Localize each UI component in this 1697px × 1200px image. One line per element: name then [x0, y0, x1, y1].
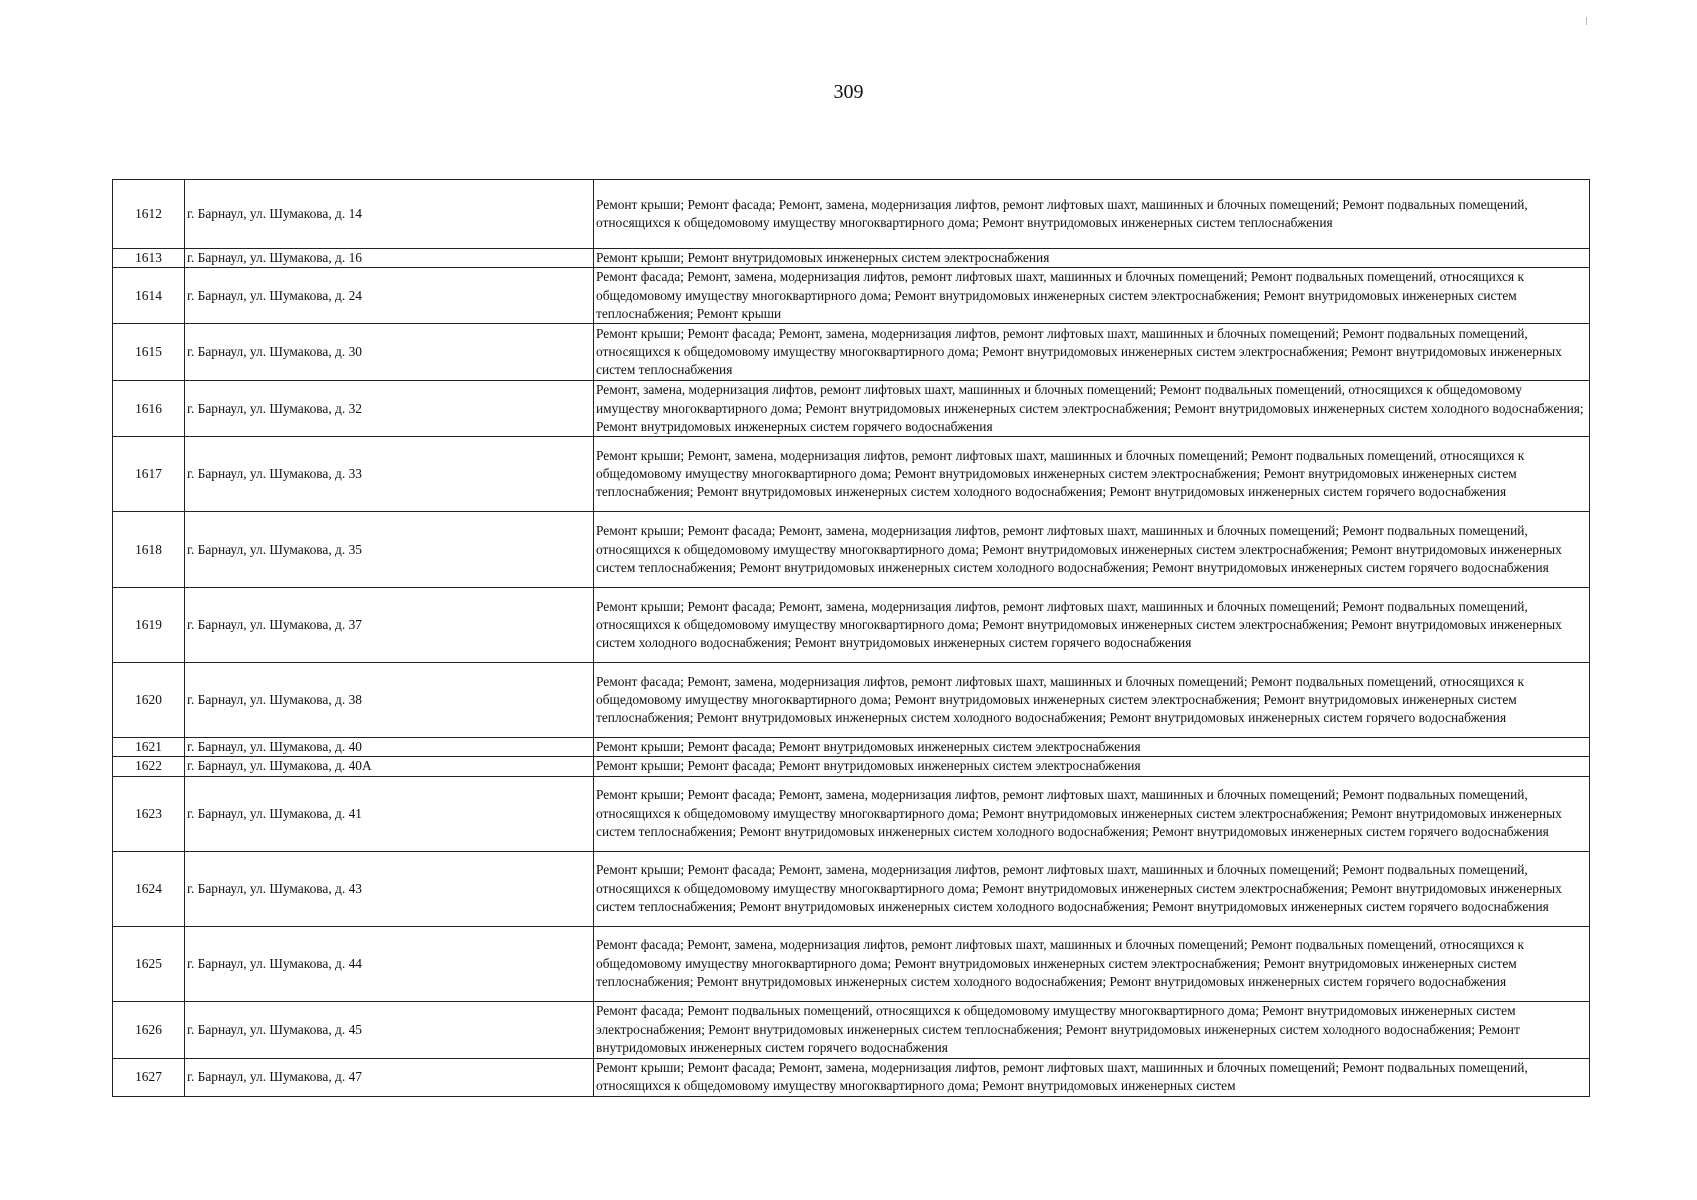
repair-table: [112, 179, 1590, 1097]
table-row: [113, 512, 1590, 588]
table-row: [113, 1058, 1590, 1096]
table-row: [113, 757, 1590, 776]
row-number: 1623: [113, 776, 185, 851]
row-address: г. Барнаул, ул. Шумакова, д. 43: [185, 851, 594, 926]
row-works: Ремонт фасада; Ремонт, замена, модернизация лифтов, ремонт лифтовых шахт, машинных и блочных помещений; Ремонт подвальных помещений, относящихся к общедомовому имуществу многоквартирного дома; Ремонт внутридомовых инженерных систем электроснабжения; Ремонт внутридомовых инженерных систем теплоснабжения; Ремонт крыши: [594, 268, 1590, 324]
repair-table-body: [113, 180, 1590, 1097]
row-address: г. Барнаул, ул. Шумакова, д. 45: [185, 1001, 594, 1058]
table-row: [113, 776, 1590, 851]
table-row: [113, 180, 1590, 249]
row-number: 1625: [113, 926, 185, 1001]
row-address: г. Барнаул, ул. Шумакова, д. 44: [185, 926, 594, 1001]
row-works: Ремонт крыши; Ремонт фасада; Ремонт, замена, модернизация лифтов, ремонт лифтовых шахт, машинных и блочных помещений; Ремонт подвальных помещений, относящихся к общедомовому имуществу многоквартирного дома; Ремонт внутридомовых инженерных систем теплоснабжения: [594, 180, 1590, 249]
row-address: г. Барнаул, ул. Шумакова, д. 37: [185, 588, 594, 663]
row-address: г. Барнаул, ул. Шумакова, д. 41: [185, 776, 594, 851]
row-number: 1618: [113, 512, 185, 588]
row-address: г. Барнаул, ул. Шумакова, д. 24: [185, 268, 594, 324]
table-row: [113, 437, 1590, 512]
table-row: [113, 268, 1590, 324]
row-number: 1621: [113, 738, 185, 757]
table-row: [113, 663, 1590, 738]
row-works: Ремонт крыши; Ремонт фасада; Ремонт, замена, модернизация лифтов, ремонт лифтовых шахт, машинных и блочных помещений; Ремонт подвальных помещений, относящихся к общедомовому имуществу многоквартирного дома; Ремонт внутридомовых инженерных систем электроснабжения; Ремонт внутридомовых инженерных систем холодного водоснабжения; Ремонт внутридомовых инженерных систем горячего водоснабжения: [594, 588, 1590, 663]
row-works: Ремонт крыши; Ремонт фасада; Ремонт внутридомовых инженерных систем электроснабжения: [594, 738, 1590, 757]
table-row: [113, 381, 1590, 437]
page-number: 309: [833, 81, 864, 103]
row-number: 1615: [113, 324, 185, 381]
row-works: Ремонт, замена, модернизация лифтов, ремонт лифтовых шахт, машинных и блочных помещений; Ремонт подвальных помещений, относящихся к общедомовому имуществу многоквартирного дома; Ремонт внутридомовых инженерных систем электроснабжения; Ремонт внутридомовых инженерных систем холодного водоснабжения; Ремонт внутридомовых инженерных систем горячего водоснабжения: [594, 381, 1590, 437]
table-row: [113, 324, 1590, 381]
scan-mark: [1586, 17, 1587, 25]
row-address: г. Барнаул, ул. Шумакова, д. 35: [185, 512, 594, 588]
row-works: Ремонт фасада; Ремонт, замена, модернизация лифтов, ремонт лифтовых шахт, машинных и блочных помещений; Ремонт подвальных помещений, относящихся к общедомовому имуществу многоквартирного дома; Ремонт внутридомовых инженерных систем электроснабжения; Ремонт внутридомовых инженерных систем теплоснабжения; Ремонт внутридомовых инженерных систем холодного водоснабжения; Ремонт внутридомовых инженерных систем горячего водоснабжения: [594, 663, 1590, 738]
row-number: 1622: [113, 757, 185, 776]
table-row: [113, 1001, 1590, 1058]
row-works: Ремонт крыши; Ремонт, замена, модернизация лифтов, ремонт лифтовых шахт, машинных и блочных помещений; Ремонт подвальных помещений, относящихся к общедомовому имуществу многоквартирного дома; Ремонт внутридомовых инженерных систем электроснабжения; Ремонт внутридомовых инженерных систем теплоснабжения; Ремонт внутридомовых инженерных систем холодного водоснабжения; Ремонт внутридомовых инженерных систем горячего водоснабжения: [594, 437, 1590, 512]
row-address: г. Барнаул, ул. Шумакова, д. 16: [185, 249, 594, 268]
row-address: г. Барнаул, ул. Шумакова, д. 38: [185, 663, 594, 738]
row-works: Ремонт крыши; Ремонт фасада; Ремонт, замена, модернизация лифтов, ремонт лифтовых шахт, машинных и блочных помещений; Ремонт подвальных помещений, относящихся к общедомовому имуществу многоквартирного дома; Ремонт внутридомовых инженерных систем: [594, 1058, 1590, 1096]
row-works: Ремонт крыши; Ремонт фасада; Ремонт внутридомовых инженерных систем электроснабжения: [594, 757, 1590, 776]
row-works: Ремонт фасада; Ремонт, замена, модернизация лифтов, ремонт лифтовых шахт, машинных и блочных помещений; Ремонт подвальных помещений, относящихся к общедомовому имуществу многоквартирного дома; Ремонт внутридомовых инженерных систем электроснабжения; Ремонт внутридомовых инженерных систем теплоснабжения; Ремонт внутридомовых инженерных систем холодного водоснабжения; Ремонт внутридомовых инженерных систем горячего водоснабжения: [594, 926, 1590, 1001]
table-row: [113, 249, 1590, 268]
row-works: Ремонт крыши; Ремонт внутридомовых инженерных систем электроснабжения: [594, 249, 1590, 268]
row-number: 1624: [113, 851, 185, 926]
row-address: г. Барнаул, ул. Шумакова, д. 33: [185, 437, 594, 512]
row-address: г. Барнаул, ул. Шумакова, д. 47: [185, 1058, 594, 1096]
table-row: [113, 851, 1590, 926]
row-number: 1626: [113, 1001, 185, 1058]
row-address: г. Барнаул, ул. Шумакова, д. 30: [185, 324, 594, 381]
row-works: Ремонт крыши; Ремонт фасада; Ремонт, замена, модернизация лифтов, ремонт лифтовых шахт, машинных и блочных помещений; Ремонт подвальных помещений, относящихся к общедомовому имуществу многоквартирного дома; Ремонт внутридомовых инженерных систем электроснабжения; Ремонт внутридомовых инженерных систем теплоснабжения: [594, 324, 1590, 381]
row-number: 1614: [113, 268, 185, 324]
row-number: 1627: [113, 1058, 185, 1096]
table-row: [113, 588, 1590, 663]
row-works: Ремонт фасада; Ремонт подвальных помещений, относящихся к общедомовому имуществу многоквартирного дома; Ремонт внутридомовых инженерных систем электроснабжения; Ремонт внутридомовых инженерных систем теплоснабжения; Ремонт внутридомовых инженерных систем холодного водоснабжения; Ремонт внутридомовых инженерных систем горячего водоснабжения: [594, 1001, 1590, 1058]
row-address: г. Барнаул, ул. Шумакова, д. 40А: [185, 757, 594, 776]
row-address: г. Барнаул, ул. Шумакова, д. 32: [185, 381, 594, 437]
row-works: Ремонт крыши; Ремонт фасада; Ремонт, замена, модернизация лифтов, ремонт лифтовых шахт, машинных и блочных помещений; Ремонт подвальных помещений, относящихся к общедомовому имуществу многоквартирного дома; Ремонт внутридомовых инженерных систем электроснабжения; Ремонт внутридомовых инженерных систем теплоснабжения; Ремонт внутридомовых инженерных систем холодного водоснабжения; Ремонт внутридомовых инженерных систем горячего водоснабжения: [594, 512, 1590, 588]
table-row: [113, 926, 1590, 1001]
row-address: г. Барнаул, ул. Шумакова, д. 40: [185, 738, 594, 757]
row-works: Ремонт крыши; Ремонт фасада; Ремонт, замена, модернизация лифтов, ремонт лифтовых шахт, машинных и блочных помещений; Ремонт подвальных помещений, относящихся к общедомовому имуществу многоквартирного дома; Ремонт внутридомовых инженерных систем электроснабжения; Ремонт внутридомовых инженерных систем теплоснабжения; Ремонт внутридомовых инженерных систем холодного водоснабжения; Ремонт внутридомовых инженерных систем горячего водоснабжения: [594, 851, 1590, 926]
row-number: 1616: [113, 381, 185, 437]
table-row: [113, 738, 1590, 757]
row-number: 1619: [113, 588, 185, 663]
row-number: 1620: [113, 663, 185, 738]
row-number: 1617: [113, 437, 185, 512]
row-number: 1613: [113, 249, 185, 268]
row-works: Ремонт крыши; Ремонт фасада; Ремонт, замена, модернизация лифтов, ремонт лифтовых шахт, машинных и блочных помещений; Ремонт подвальных помещений, относящихся к общедомовому имуществу многоквартирного дома; Ремонт внутридомовых инженерных систем электроснабжения; Ремонт внутридомовых инженерных систем теплоснабжения; Ремонт внутридомовых инженерных систем холодного водоснабжения; Ремонт внутридомовых инженерных систем горячего водоснабжения: [594, 776, 1590, 851]
row-number: 1612: [113, 180, 185, 249]
row-address: г. Барнаул, ул. Шумакова, д. 14: [185, 180, 594, 249]
